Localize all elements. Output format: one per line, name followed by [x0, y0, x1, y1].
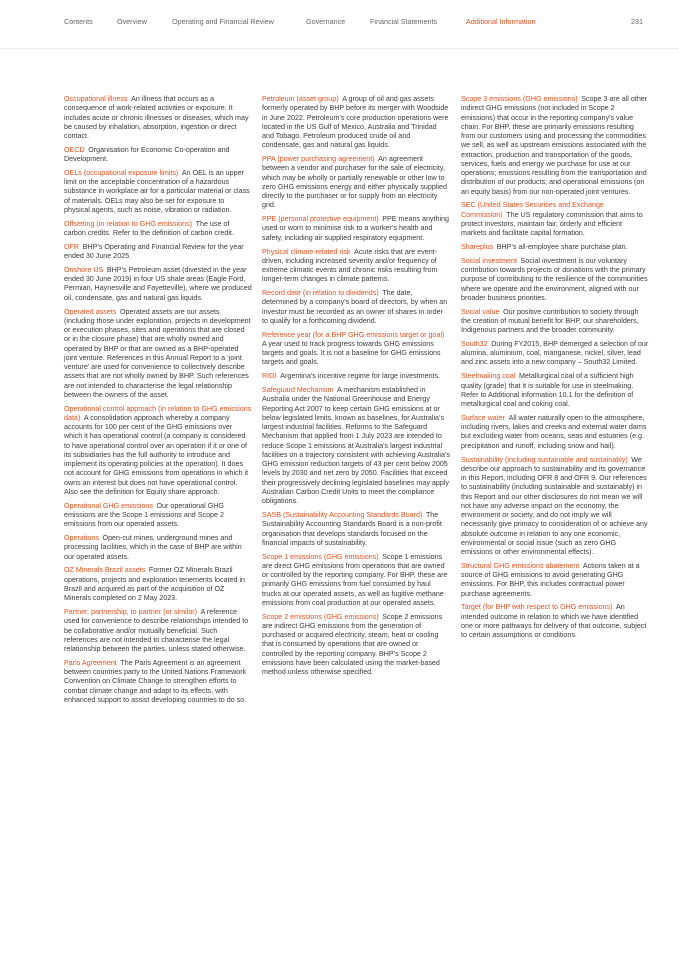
glossary-term: Record date (in relation to dividends)	[262, 289, 379, 298]
glossary-definition: A mechanism established in Australia under the National Greenhouse and Energy Reporting Act 2007 to keep certain GHG emissions at or below legislated limits, known as baselines, for Australia’s largest industrial facilities. Reforms to the Safeguard Mechanism that applied from 1 July 2023 are intended to reduce Scope 1 emissions at Australia’s largest industrial facilities on a trajectory consistent with achieving Australia’s GHG emission reduction targets of 43 per cent below 2005 levels by 2030 and net zero by 2050. Facilities that exceed their progressively declining legislated baselines may apply Australian Carbon Credit Units to meet the compliance obligations.	[262, 386, 450, 506]
glossary-term: PPE (personal protective equipment)	[262, 215, 379, 224]
glossary-definition: The date, determined by a company’s board of directors, by when an investor must be recorded as an owner of shares in order to qualify for a forthcoming dividend.	[262, 289, 448, 325]
glossary-definition: Scope 1 emissions are direct GHG emissions from operations that are owned or controlled by the reporting company. For BHP, these are primarily GHG emissions from fuel consumed by haul trucks at our operated assets, as well as fugitive methane emissions from coal production at our operated assets.	[262, 552, 448, 607]
glossary-definition: Argentina’s incentive regime for large investments.	[280, 372, 441, 381]
glossary-term: Social value	[461, 307, 500, 316]
glossary-entry	[262, 331, 450, 368]
glossary-definition: Scope 3 are all other indirect GHG emissions (not included in Scope 2 emissions) that occur in the reporting company’s value chain. For BHP, these are primarily emissions resulting from our customers using and processing the commodities we sell, as well as upstream emissions associated with the extraction, production and transportation of the goods, services, fuels and energy we purchase for use at our operations; emissions resulting from the transportation and distribution of our products; and operational emissions (on an equity basis) from our non-operated joint ventures.	[461, 95, 648, 196]
glossary-term: Scope 2 emissions (GHG emissions)	[262, 612, 379, 621]
nav-operating-financial-review[interactable]: Operating and Financial Review	[172, 17, 274, 26]
glossary-term: OECD	[64, 145, 85, 154]
top-navigation	[64, 17, 643, 29]
glossary-term: SASB (Sustainability Accounting Standards Board)	[262, 511, 423, 519]
glossary-definition: We describe our approach to sustainability and its governance in this Report, including OFR 8 and OFR 9. Our references to sustainability (including sustainable and sustainably) in this Report and our other disclosures do not mean we will not have any adverse impact on the economy, the environment or society, and do not imply we will necessarily give primacy to consideration of or achieve any absolute outcome in relation to any one economic, environmental or social issue (such as zero GHG emissions or other environmental effects).	[461, 455, 648, 556]
glossary-term: Occupational illness	[64, 95, 128, 103]
glossary-term: Offsetting (in relation to GHG emissions)	[64, 219, 193, 228]
glossary-term: Petroleum (asset group)	[262, 95, 339, 103]
glossary-definition: BHP’s all-employee share purchase plan.	[496, 242, 628, 251]
glossary-definition: An intended outcome in relation to which we have identified one or more pathways for delivery of that outcome, subject to certain assumptions or conditions.	[461, 603, 647, 640]
glossary-definition: The US regulatory commission that aims to protect investors, maintain fair, orderly and efficient markets and facilitate capital formation.	[461, 210, 643, 238]
glossary-entry	[64, 220, 252, 239]
glossary-entry	[64, 169, 252, 215]
glossary-entry	[64, 308, 252, 401]
glossary-entry	[461, 372, 649, 409]
glossary-definition: Organisation for Economic Co-operation and Development.	[64, 145, 230, 164]
glossary-term: Scope 1 emissions (GHG emissions)	[262, 552, 379, 561]
glossary-entry	[64, 659, 252, 705]
glossary-term: South32	[461, 339, 488, 348]
glossary-entry	[262, 248, 450, 285]
glossary-term: RIGI	[262, 372, 277, 381]
glossary-entry	[262, 289, 450, 326]
nav-additional-information[interactable]: Additional Information	[466, 17, 536, 26]
glossary-term: Physical climate-related risk	[262, 247, 351, 256]
glossary-term: SEC (United States Securities and Exchange Commission)	[461, 201, 604, 219]
glossary-entry	[461, 95, 649, 197]
glossary-entry	[262, 95, 450, 151]
glossary-column-3	[461, 95, 649, 645]
glossary-term: Reference year (for a BHP GHG emissions target or goal)	[262, 330, 445, 339]
glossary-definition: Open-cut mines, underground mines and processing facilities, which in the case of BHP are within our operated assets.	[64, 534, 242, 561]
glossary-term: Operational control approach (in relation to GHG emissions data)	[64, 404, 252, 422]
glossary-term: Shareplus	[461, 242, 494, 251]
glossary-definition: PPE means anything used or worn to minimise risk to a worker’s health and safety, including air supplied respiratory equipment.	[262, 215, 449, 242]
glossary-entry	[64, 534, 252, 562]
glossary-term: OZ Minerals Brazil assets	[64, 566, 146, 575]
glossary-definition: A consolidation approach whereby a company accounts for 100 per cent of the GHG emissions over which it has operational control (a company is considered to have operational control over an operation if it or one of its subsidiaries has the full authority to introduce and implement its operating policies at the operation). It does not account for GHG emissions from operations in which it owns an interest but does not have operational control. Also see the definition for Equity share approach.	[64, 413, 249, 496]
glossary-term: Social investment	[461, 256, 517, 265]
glossary-column-2	[262, 95, 450, 682]
glossary-definition: An illness that occurs as a consequence of work-related activities or exposure. It includes acute or chronic illnesses or diseases, which may be caused by inhalation, absorption, ingestion or direct contact.	[64, 95, 249, 140]
nav-overview[interactable]: Overview	[117, 17, 147, 26]
glossary-definition: Social investment is our voluntary contribution towards projects or donations with the primary purpose of contributing to the resilience of the communities where we operate and the environment, aligned with our broader business priorities.	[461, 256, 648, 302]
glossary-term: Sustainability (including sustainable and sustainably)	[461, 455, 628, 464]
glossary-definition: An OEL is an upper limit on the acceptable concentration of a hazardous substance in workplace air for a particular material or class of materials. OELs may also be set for exposure to physical agents, such as noise, vibration or radiation.	[64, 168, 250, 214]
glossary-term: Operational GHG emissions	[64, 501, 153, 510]
glossary-term: Surface water	[461, 413, 506, 422]
glossary-entry	[461, 562, 649, 599]
glossary-term: Operated assets	[64, 307, 117, 316]
glossary-entry	[64, 608, 252, 654]
glossary-entry	[461, 201, 649, 238]
glossary-entry	[64, 502, 252, 530]
glossary-entry	[262, 613, 450, 678]
glossary-definition: BHP’s Operating and Financial Review for the year ended 30 June 2025.	[64, 242, 244, 261]
glossary-term: Steelmaking coal	[461, 372, 516, 381]
header-divider	[0, 48, 679, 49]
glossary-entry	[461, 340, 649, 368]
glossary-entry	[64, 266, 252, 303]
glossary-entry	[262, 553, 450, 609]
glossary-term: Structural GHG emissions abatement	[461, 561, 580, 570]
glossary-definition: During FY2015, BHP demerged a selection of our alumina, aluminium, coal, manganese, nickel, silver, lead and zinc assets into a new company – South32 Limited.	[461, 339, 649, 367]
glossary-entry	[262, 155, 450, 211]
glossary-definition: Operated assets are our assets (including those under exploration, projects in development or execution phases, sites and operations that are closed or in the closure phase) that are wholly owned and operated by BHP or that are owned as a BHP-operated joint venture. References in this Annual Report to a ‘joint venture’ are used for convenience to collectively describe assets that are not wholly owned by BHP. Such references are not intended to characterise the legal relationship between the owners of the asset.	[64, 307, 251, 399]
glossary-definition: A group of oil and gas assets formerly operated by BHP before its merger with Woodside in June 2022. Petroleum’s core production operations were located in the US Gulf of Mexico, Australia and Trinidad and Tobago. Petroleum produced crude oil and condensate, gas and natural gas liquids.	[262, 95, 449, 150]
glossary-term: Scope 3 emissions (GHG emissions)	[461, 95, 578, 103]
glossary-definition: The Sustainability Accounting Standards Board is a non-profit organisation that develops standards focused on the financial impacts of sustainability.	[262, 511, 442, 547]
glossary-term: PPA (power purchasing agreement)	[262, 155, 375, 164]
glossary-term: Partner, partnership, to partner (or similar)	[64, 608, 197, 617]
glossary-definition: Actions taken at a source of GHG emissions to avoid generating GHG emissions. For BHP, this includes contractual power purchase agreements.	[461, 561, 640, 598]
glossary-entry	[64, 146, 252, 165]
glossary-definition: Our positive contribution to society through the creation of mutual benefit for BHP, our shareholders, Indigenous partners and the broader community.	[461, 307, 639, 335]
glossary-entry	[461, 414, 649, 451]
glossary-term: OFR	[64, 242, 80, 251]
glossary-definition: Metallurgical coal of a sufficient high quality (grade) that it is suitable for use in steelmaking. Refer to Additional information 10.1 for the definition of metallurgical coal and coking coal.	[461, 372, 634, 409]
glossary-entry	[64, 566, 252, 603]
nav-governance[interactable]: Governance	[306, 17, 346, 26]
glossary-definition: An agreement between a vendor and purchaser for the sale of electricity, which may be wholly or partially renewable or other low to zero GHG emissions energy and either physically supplied directly to the purchaser or for supply from an electricity grid.	[262, 155, 447, 210]
glossary-entry	[461, 243, 649, 252]
glossary-definition: All water naturally open to the atmosphere, including rivers, lakes and creeks and external water dams but excluding water from oceans, seas and estuaries (e.g. precipitation and runoff, including snow and hail).	[461, 413, 647, 450]
glossary-term: Target (for BHP with respect to GHG emissions)	[461, 603, 613, 612]
glossary-term: Operations	[64, 534, 99, 543]
glossary-entry	[64, 243, 252, 262]
glossary-definition: Our operational GHG emissions are the Scope 1 emissions and Scope 2 emissions from our operated assets.	[64, 501, 224, 529]
nav-contents[interactable]: Contents	[64, 17, 93, 26]
glossary-definition: The Paris Agreement is an agreement between countries party to the United Nations Framework Convention on Climate Change to strengthen efforts to combat climate change and adapt to its effects, with enhanced support to assist developing countries to do so.	[64, 658, 247, 704]
page-number: 231	[631, 17, 643, 26]
glossary-column-1	[64, 95, 252, 710]
glossary-entry	[262, 215, 450, 243]
glossary-definition: Former OZ Minerals Brazil operations, projects and exploration tenements located in Brazil and acquired as part of the acquisition of OZ Minerals completed on 2 May 2023.	[64, 566, 246, 603]
glossary-definition: BHP’s Petroleum asset (divested in the year ended 30 June 2019) in four US shale areas (Eagle Ford, Permian, Haynesville and Fayetteville), where we produced oil, condensate, gas and natural gas liquids.	[64, 265, 252, 302]
glossary-entry	[461, 308, 649, 336]
glossary-definition: Acute risks that are event-driven, including increased severity and/or frequency of extreme climatic events and chronic risks resulting from longer-term changes in climate patterns.	[262, 247, 438, 284]
glossary-entry	[461, 456, 649, 558]
glossary-entry	[461, 603, 649, 640]
glossary-term: Onshore US	[64, 265, 104, 274]
nav-financial-statements[interactable]: Financial Statements	[370, 17, 438, 26]
glossary-entry	[64, 405, 252, 498]
glossary-entry	[461, 257, 649, 303]
glossary-definition: The use of carbon credits. Refer to the definition of carbon credit.	[64, 219, 234, 238]
glossary-entry	[262, 386, 450, 506]
glossary-term: Paris Agreement	[64, 658, 117, 667]
glossary-entry	[262, 511, 450, 548]
glossary-entry	[262, 372, 450, 381]
glossary-term: Safeguard Mechanism	[262, 386, 334, 395]
glossary-term: OELs (occupational exposure limits)	[64, 168, 179, 177]
glossary-definition: A year used to track progress towards GHG emissions targets and goals. It is not a baseline for GHG emissions targets and goals.	[262, 339, 441, 367]
glossary-entry	[64, 95, 252, 141]
glossary-definition: A reference used for convenience to describe relationships intended to be collaborative and/or mutually beneficial. Such references are not intended to characterise the legal relationship between the parties, unless stated otherwise.	[64, 608, 249, 654]
glossary-definition: Scope 2 emissions are indirect GHG emissions from the generation of purchased or acquired electricity, steam, heat or cooling that is consumed by operations that are owned or controlled by the reporting company. BHP’s Scope 2 emissions have been calculated using the market-based method unless otherwise specified.	[262, 612, 443, 677]
